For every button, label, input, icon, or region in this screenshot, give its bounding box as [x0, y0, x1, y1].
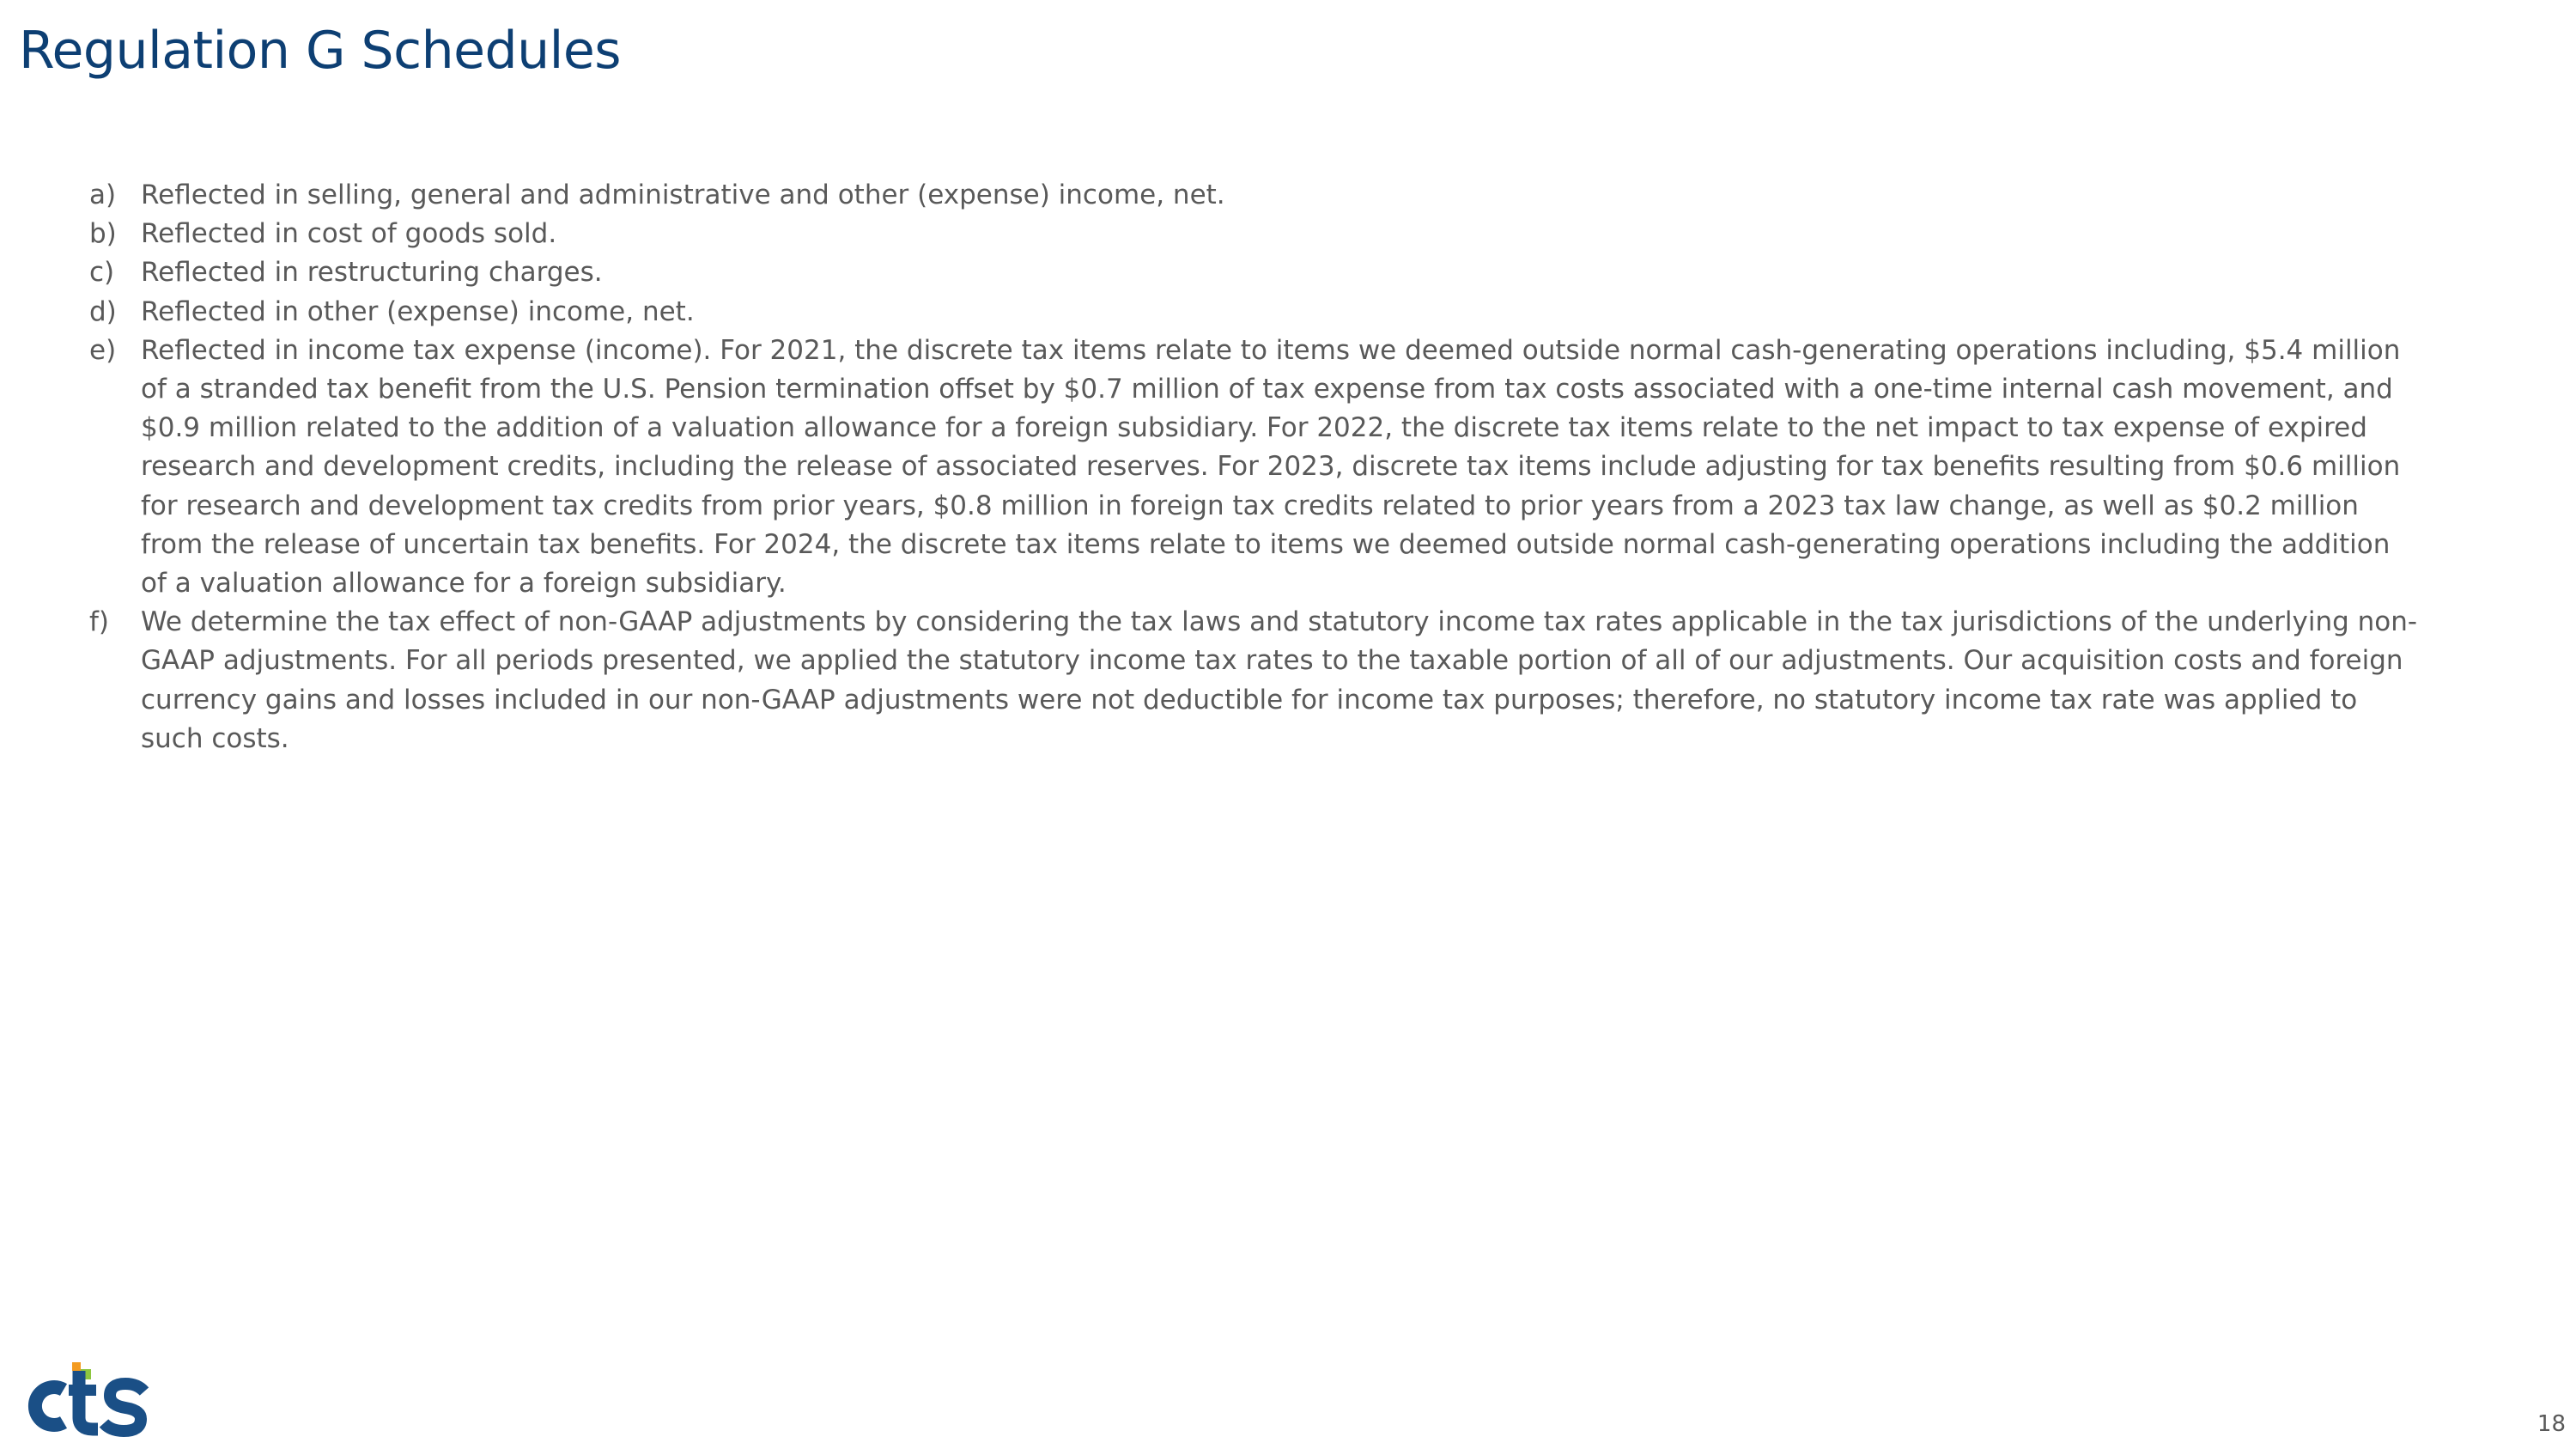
footnotes-list [89, 176, 2421, 758]
footnote-c [89, 253, 2421, 292]
logo-accent-orange [72, 1362, 81, 1371]
footnote-marker: a) [89, 180, 117, 210]
footnote-marker: c) [89, 257, 115, 289]
footnote-text: Reflected in cost of goods sold. [141, 218, 557, 250]
footnote-marker: e) [89, 334, 117, 366]
cts-logo [15, 1355, 153, 1438]
footnote-b [89, 215, 2421, 253]
footnote-a [89, 176, 2421, 215]
logo-letter-s [104, 1384, 144, 1431]
footnote-text: Reflected in restructuring charges. [141, 257, 603, 289]
footnote-e [89, 332, 2421, 603]
slide-title: Regulation G Schedules [19, 21, 622, 81]
footnote-marker: d) [89, 295, 117, 327]
footnote-text: Reflected in income tax expense (income). For 2021, the discrete tax items relate to items we deemed outside normal cash-generating operations including, $5.4 million of a stranded tax benefit from the U.S. Pension termination offset by $0.7 million of tax expense from tax costs associated with a one-time internal cash movement, and $0.9 million related to the addition of a valuation allowance for a foreign subsidiary. For 2022, the discrete tax items relate to the net impact to tax expense of expired research and development credits, including the release of associated reserves. For 2023, discrete tax items include adjusting for tax benefits resulting from $0.6 million for research and development tax credits from prior years, $0.8 million in foreign tax credits related to prior years from a 2023 tax law change, as well as $0.2 million from the release of uncertain tax benefits. For 2024, the discrete tax items relate to items we deemed outside normal cash-generating operations including the addition of a valuation allowance for a foreign subsidiary. [141, 334, 2401, 600]
footnote-text: Reflected in other (expense) income, net. [141, 295, 695, 327]
logo-letter-t [79, 1371, 98, 1429]
footnote-f [89, 603, 2421, 758]
footnote-marker: f) [89, 606, 110, 638]
page-number: 18 [2537, 1411, 2566, 1437]
footnote-d [89, 293, 2421, 332]
footnote-text: Reflected in selling, general and administrative and other (expense) income, net. [141, 180, 1225, 210]
footnote-marker: b) [89, 218, 117, 250]
logo-letter-c [35, 1387, 64, 1425]
footnote-text: We determine the tax effect of non-GAAP adjustments by considering the tax laws and statutory income tax rates applicable in the tax jurisdictions of the underlying non-GAAP adjustments. For all periods presented, we applied the statutory income tax rates to the taxable portion of all of our adjustments. Our acquisition costs and foreign currency gains and losses included in our non-GAAP adjustments were not deductible for income tax purposes; therefore, no statutory income tax rate was applied to such costs. [141, 606, 2418, 754]
